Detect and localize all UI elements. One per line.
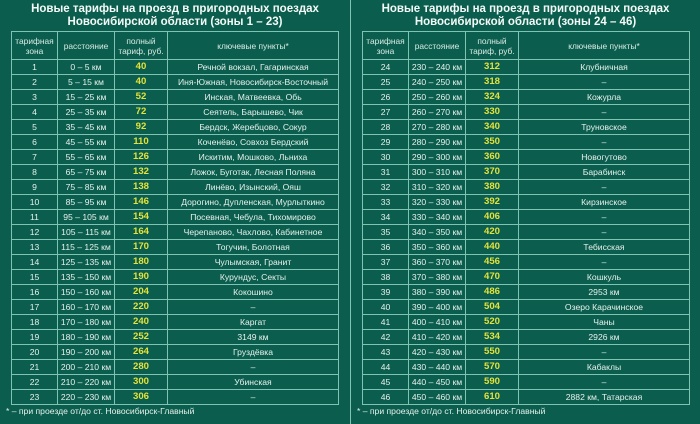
table-row [12, 60, 339, 75]
distance-cell: 85 – 95 км [58, 195, 115, 210]
header-key-points: ключевые пункты* [168, 32, 339, 60]
distance-cell: 115 – 125 км [58, 240, 115, 255]
distance-cell: 380 – 390 км [409, 285, 466, 300]
fare-cell: 126 [115, 150, 168, 165]
distance-cell: 300 – 310 км [409, 165, 466, 180]
table-row [12, 195, 339, 210]
key-points-cell: Сеятель, Барышево, Чик [168, 105, 339, 120]
distance-cell: 45 – 55 км [58, 135, 115, 150]
key-points-cell: Озеро Карачинское [519, 300, 690, 315]
zone-cell: 32 [363, 180, 409, 195]
key-points-cell: 3149 км [168, 330, 339, 345]
zone-cell: 7 [12, 150, 58, 165]
table-row [12, 210, 339, 225]
table-row [363, 255, 690, 270]
distance-cell: 280 – 290 км [409, 135, 466, 150]
distance-cell: 35 – 45 км [58, 120, 115, 135]
table-row [12, 75, 339, 90]
table-row [12, 105, 339, 120]
fare-cell: 110 [115, 135, 168, 150]
footnote: * – при проезде от/до ст. Новосибирск-Главный [357, 406, 546, 416]
table-row [363, 285, 690, 300]
fare-cell: 170 [115, 240, 168, 255]
key-points-cell: Инская, Матвеевка, Обь [168, 90, 339, 105]
table-row [12, 300, 339, 315]
zone-cell: 38 [363, 270, 409, 285]
table-row [12, 270, 339, 285]
distance-cell: 190 – 200 км [58, 345, 115, 360]
table-row [363, 225, 690, 240]
key-points-cell: 2882 км, Татарская [519, 390, 690, 405]
table-row [12, 390, 339, 405]
fare-cell: 220 [115, 300, 168, 315]
fare-cell: 252 [115, 330, 168, 345]
fare-cell: 370 [466, 165, 519, 180]
distance-cell: 25 – 35 км [58, 105, 115, 120]
zone-cell: 12 [12, 225, 58, 240]
panel-title [351, 3, 700, 29]
distance-cell: 360 – 370 км [409, 255, 466, 270]
fare-cell: 456 [466, 255, 519, 270]
key-points-cell: – [519, 105, 690, 120]
table-row [363, 300, 690, 315]
zone-cell: 10 [12, 195, 58, 210]
table-row [363, 60, 690, 75]
table-row [363, 165, 690, 180]
table-row [12, 255, 339, 270]
zone-cell: 24 [363, 60, 409, 75]
key-points-cell: – [168, 300, 339, 315]
table-header-row [363, 32, 690, 60]
distance-cell: 320 – 330 км [409, 195, 466, 210]
fare-cell: 470 [466, 270, 519, 285]
table-row [363, 90, 690, 105]
table-row [363, 135, 690, 150]
header-zone: тарифная зона [12, 32, 58, 60]
footnote: * – при проезде от/до ст. Новосибирск-Главный [6, 406, 195, 416]
fare-cell: 138 [115, 180, 168, 195]
key-points-cell: – [519, 135, 690, 150]
distance-cell: 200 – 210 км [58, 360, 115, 375]
distance-cell: 65 – 75 км [58, 165, 115, 180]
distance-cell: 350 – 360 км [409, 240, 466, 255]
distance-cell: 5 – 15 км [58, 75, 115, 90]
distance-cell: 95 – 105 км [58, 210, 115, 225]
fare-cell: 52 [115, 90, 168, 105]
fare-cell: 280 [115, 360, 168, 375]
panel-title [0, 3, 350, 29]
zone-cell: 40 [363, 300, 409, 315]
table-row [12, 120, 339, 135]
zone-cell: 8 [12, 165, 58, 180]
distance-cell: 15 – 25 км [58, 90, 115, 105]
zone-cell: 18 [12, 315, 58, 330]
fare-cell: 330 [466, 105, 519, 120]
distance-cell: 410 – 420 км [409, 330, 466, 345]
key-points-cell: – [519, 180, 690, 195]
key-points-cell: – [519, 255, 690, 270]
fares-panel-zones-24-46 [351, 0, 700, 424]
fare-cell: 440 [466, 240, 519, 255]
distance-cell: 240 – 250 км [409, 75, 466, 90]
key-points-cell: Дорогино, Дупленская, Мурлыткино [168, 195, 339, 210]
table-row [12, 360, 339, 375]
table-row [363, 270, 690, 285]
distance-cell: 270 – 280 км [409, 120, 466, 135]
fare-cell: 550 [466, 345, 519, 360]
fare-cell: 360 [466, 150, 519, 165]
distance-cell: 150 – 160 км [58, 285, 115, 300]
distance-cell: 210 – 220 км [58, 375, 115, 390]
header-fare: полный тариф, руб. [115, 32, 168, 60]
table-row [363, 390, 690, 405]
table-row [12, 90, 339, 105]
fare-cell: 164 [115, 225, 168, 240]
distance-cell: 290 – 300 км [409, 150, 466, 165]
fare-cell: 180 [115, 255, 168, 270]
table-row [12, 375, 339, 390]
zone-cell: 23 [12, 390, 58, 405]
distance-cell: 420 – 430 км [409, 345, 466, 360]
header-key-points: ключевые пункты* [519, 32, 690, 60]
table-row [12, 165, 339, 180]
fare-cell: 204 [115, 285, 168, 300]
fare-cell: 520 [466, 315, 519, 330]
key-points-cell: – [519, 345, 690, 360]
fare-cell: 132 [115, 165, 168, 180]
key-points-cell: Искитим, Мошково, Льниха [168, 150, 339, 165]
fare-cell: 486 [466, 285, 519, 300]
fare-cell: 590 [466, 375, 519, 390]
zone-cell: 13 [12, 240, 58, 255]
key-points-cell: Убинская [168, 375, 339, 390]
header-fare: полный тариф, руб. [466, 32, 519, 60]
table-row [12, 225, 339, 240]
table-row [12, 135, 339, 150]
table-row [363, 120, 690, 135]
key-points-cell: – [168, 360, 339, 375]
title-line-1: Новые тарифы на проезд в пригородных поездах [31, 3, 319, 15]
key-points-cell: Новогутово [519, 150, 690, 165]
key-points-cell: Барабинск [519, 165, 690, 180]
header-distance: расстояние [409, 32, 466, 60]
key-points-cell: Клубничная [519, 60, 690, 75]
key-points-cell: Иня-Южная, Новосибирск-Восточный [168, 75, 339, 90]
zone-cell: 45 [363, 375, 409, 390]
zone-cell: 27 [363, 105, 409, 120]
fare-cell: 534 [466, 330, 519, 345]
key-points-cell: Тогучин, Болотная [168, 240, 339, 255]
key-points-cell: Труновское [519, 120, 690, 135]
distance-cell: 105 – 115 км [58, 225, 115, 240]
distance-cell: 340 – 350 км [409, 225, 466, 240]
table-row [12, 285, 339, 300]
zone-cell: 37 [363, 255, 409, 270]
zone-cell: 6 [12, 135, 58, 150]
zone-cell: 5 [12, 120, 58, 135]
fare-cell: 380 [466, 180, 519, 195]
key-points-cell: – [519, 210, 690, 225]
key-points-cell: Кабаклы [519, 360, 690, 375]
title-line-2: Новосибирской области (зоны 1 – 23) [67, 16, 283, 28]
fare-cell: 350 [466, 135, 519, 150]
distance-cell: 430 – 440 км [409, 360, 466, 375]
fare-cell: 264 [115, 345, 168, 360]
fare-cell: 610 [466, 390, 519, 405]
fare-cell: 40 [115, 75, 168, 90]
title-line-1: Новые тарифы на проезд в пригородных поездах [381, 3, 670, 15]
zone-cell: 21 [12, 360, 58, 375]
title-line-2: Новосибирской области (зоны 24 – 46) [414, 16, 637, 28]
fare-cell: 392 [466, 195, 519, 210]
zone-cell: 28 [363, 120, 409, 135]
distance-cell: 330 – 340 км [409, 210, 466, 225]
key-points-cell: Кирзинское [519, 195, 690, 210]
zone-cell: 41 [363, 315, 409, 330]
zone-cell: 17 [12, 300, 58, 315]
fare-cell: 324 [466, 90, 519, 105]
table-row [363, 195, 690, 210]
key-points-cell: Чаны [519, 315, 690, 330]
fare-cell: 92 [115, 120, 168, 135]
zone-cell: 42 [363, 330, 409, 345]
key-points-cell: – [168, 390, 339, 405]
fare-cell: 72 [115, 105, 168, 120]
key-points-cell: Речной вокзал, Гагаринская [168, 60, 339, 75]
fare-cell: 318 [466, 75, 519, 90]
key-points-cell: 2953 км [519, 285, 690, 300]
key-points-cell: Кошкуль [519, 270, 690, 285]
key-points-cell: 2926 км [519, 330, 690, 345]
fare-cell: 406 [466, 210, 519, 225]
zone-cell: 19 [12, 330, 58, 345]
table-row [363, 240, 690, 255]
zone-cell: 4 [12, 105, 58, 120]
zone-cell: 11 [12, 210, 58, 225]
zone-cell: 39 [363, 285, 409, 300]
key-points-cell: Кокошино [168, 285, 339, 300]
zone-cell: 14 [12, 255, 58, 270]
zone-cell: 35 [363, 225, 409, 240]
fare-cell: 570 [466, 360, 519, 375]
zone-cell: 26 [363, 90, 409, 105]
zone-cell: 29 [363, 135, 409, 150]
key-points-cell: – [519, 375, 690, 390]
fare-cell: 40 [115, 60, 168, 75]
zone-cell: 20 [12, 345, 58, 360]
zone-cell: 9 [12, 180, 58, 195]
table-row [363, 375, 690, 390]
fare-cell: 154 [115, 210, 168, 225]
zone-cell: 44 [363, 360, 409, 375]
distance-cell: 125 – 135 км [58, 255, 115, 270]
zone-cell: 43 [363, 345, 409, 360]
fare-cell: 420 [466, 225, 519, 240]
zone-cell: 2 [12, 75, 58, 90]
zone-cell: 33 [363, 195, 409, 210]
fare-cell: 306 [115, 390, 168, 405]
key-points-cell: Линёво, Изынский, Ояш [168, 180, 339, 195]
distance-cell: 170 – 180 км [58, 315, 115, 330]
distance-cell: 390 – 400 км [409, 300, 466, 315]
distance-cell: 230 – 240 км [409, 60, 466, 75]
distance-cell: 0 – 5 км [58, 60, 115, 75]
fares-table [11, 31, 339, 405]
distance-cell: 220 – 230 км [58, 390, 115, 405]
table-row [363, 75, 690, 90]
table-row [12, 345, 339, 360]
header-zone: тарифная зона [363, 32, 409, 60]
zone-cell: 15 [12, 270, 58, 285]
distance-cell: 400 – 410 км [409, 315, 466, 330]
distance-cell: 440 – 450 км [409, 375, 466, 390]
table-row [12, 315, 339, 330]
fare-cell: 504 [466, 300, 519, 315]
fare-cell: 146 [115, 195, 168, 210]
table-row [363, 330, 690, 345]
table-row [12, 330, 339, 345]
key-points-cell: Курундус, Секты [168, 270, 339, 285]
key-points-cell: Черепаново, Чахлово, Кабинетное [168, 225, 339, 240]
zone-cell: 16 [12, 285, 58, 300]
distance-cell: 310 – 320 км [409, 180, 466, 195]
distance-cell: 370 – 380 км [409, 270, 466, 285]
distance-cell: 450 – 460 км [409, 390, 466, 405]
distance-cell: 260 – 270 км [409, 105, 466, 120]
distance-cell: 55 – 65 км [58, 150, 115, 165]
table-row [363, 345, 690, 360]
distance-cell: 135 – 150 км [58, 270, 115, 285]
table-row [12, 180, 339, 195]
key-points-cell: Посевная, Чебула, Тихомирово [168, 210, 339, 225]
distance-cell: 160 – 170 км [58, 300, 115, 315]
zone-cell: 46 [363, 390, 409, 405]
key-points-cell: Тебисская [519, 240, 690, 255]
table-row [363, 360, 690, 375]
zone-cell: 22 [12, 375, 58, 390]
zone-cell: 3 [12, 90, 58, 105]
table-header-row [12, 32, 339, 60]
fares-table [362, 31, 690, 405]
zone-cell: 1 [12, 60, 58, 75]
key-points-cell: Ложок, Буготак, Лесная Поляна [168, 165, 339, 180]
table-row [12, 150, 339, 165]
zone-cell: 25 [363, 75, 409, 90]
fare-cell: 190 [115, 270, 168, 285]
fare-cell: 300 [115, 375, 168, 390]
key-points-cell: Груздёвка [168, 345, 339, 360]
fare-cell: 240 [115, 315, 168, 330]
fare-cell: 312 [466, 60, 519, 75]
zone-cell: 30 [363, 150, 409, 165]
key-points-cell: Бердск, Жеребцово, Сокур [168, 120, 339, 135]
zone-cell: 36 [363, 240, 409, 255]
key-points-cell: Кожурла [519, 90, 690, 105]
key-points-cell: – [519, 75, 690, 90]
distance-cell: 180 – 190 км [58, 330, 115, 345]
table-row [12, 240, 339, 255]
key-points-cell: – [519, 225, 690, 240]
table-row [363, 105, 690, 120]
header-distance: расстояние [58, 32, 115, 60]
distance-cell: 250 – 260 км [409, 90, 466, 105]
zone-cell: 34 [363, 210, 409, 225]
fare-cell: 340 [466, 120, 519, 135]
key-points-cell: Коченёво, Совхоз Бердский [168, 135, 339, 150]
distance-cell: 75 – 85 км [58, 180, 115, 195]
table-row [363, 180, 690, 195]
table-row [363, 315, 690, 330]
key-points-cell: Чулымская, Гранит [168, 255, 339, 270]
key-points-cell: Каргат [168, 315, 339, 330]
table-row [363, 150, 690, 165]
zone-cell: 31 [363, 165, 409, 180]
table-row [363, 210, 690, 225]
